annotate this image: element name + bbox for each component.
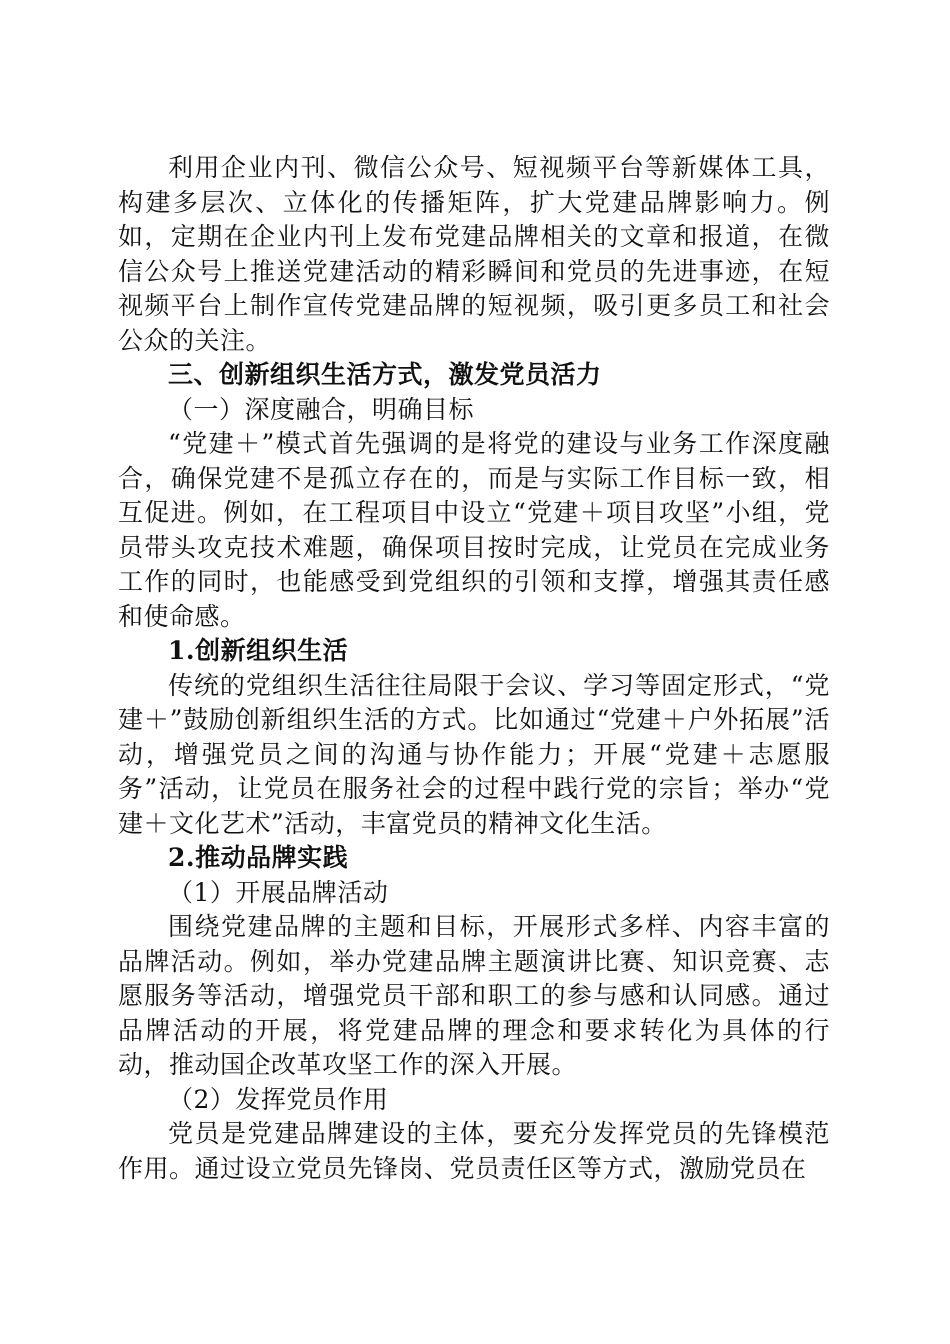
heading-brand-practice: 2.推动品牌实践	[168, 843, 349, 872]
document-body	[118, 151, 830, 1186]
heading-innovate-org-life: 1.创新组织生活	[168, 636, 349, 665]
paragraph-party-plus-mode: “党建＋”模式首先强调的是将党的建设与业务工作深度融合，确保党建不是孤立存在的，而是与实际工作目标一致，相互促进。例如，在工程项目中设立“党建＋项目攻坚”小组，党员带头攻克技术难题，确保项目按时完成，让党员在完成业务工作的同时，也能感受到党组织的引领和支撑，增强其责任感和使命感。	[118, 429, 830, 631]
paragraph-new-media: 利用企业内刊、微信公众号、短视频平台等新媒体工具，构建多层次、立体化的传播矩阵，扩大党建品牌影响力。例如，定期在企业内刊上发布党建品牌相关的文章和报道，在微信公众号上推送党建活动的精彩瞬间和党员的先进事迹，在短视频平台上制作宣传党建品牌的短视频，吸引更多员工和社会公众的关注。	[118, 153, 830, 355]
subheading-deep-integration: （一）深度融合，明确目标	[168, 394, 475, 424]
paragraph-brand-activities: 围绕党建品牌的主题和目标，开展形式多样、内容丰富的品牌活动。例如，举办党建品牌主题演讲比赛、知识竞赛、志愿服务等活动，增强党员干部和职工的参与感和认同感。通过品牌活动的开展，将党建品牌的理念和要求转化为具体的行动，推动国企改革攻坚工作的深入开展。	[118, 912, 830, 1079]
subheading-brand-activities: （1）开展品牌活动	[168, 877, 389, 907]
paragraph-traditional-org-life: 传统的党组织生活往往局限于会议、学习等固定形式，“党建＋”鼓励创新组织生活的方式。比如通过“党建＋户外拓展”活动，增强党员之间的沟通与协作能力；开展“党建＋志愿服务”活动，让党员在服务社会的过程中践行党的宗旨；举办“党建＋文化艺术”活动，丰富党员的精神文化生活。	[118, 670, 830, 838]
subheading-member-role: （2）发挥党员作用	[168, 1084, 389, 1114]
paragraph-member-role: 党员是党建品牌建设的主体，要充分发挥党员的先锋模范作用。通过设立党员先锋岗、党员责任区等方式，激励党员在	[118, 1119, 830, 1183]
section-heading-three: 三、创新组织生活方式，激发党员活力	[168, 360, 602, 389]
